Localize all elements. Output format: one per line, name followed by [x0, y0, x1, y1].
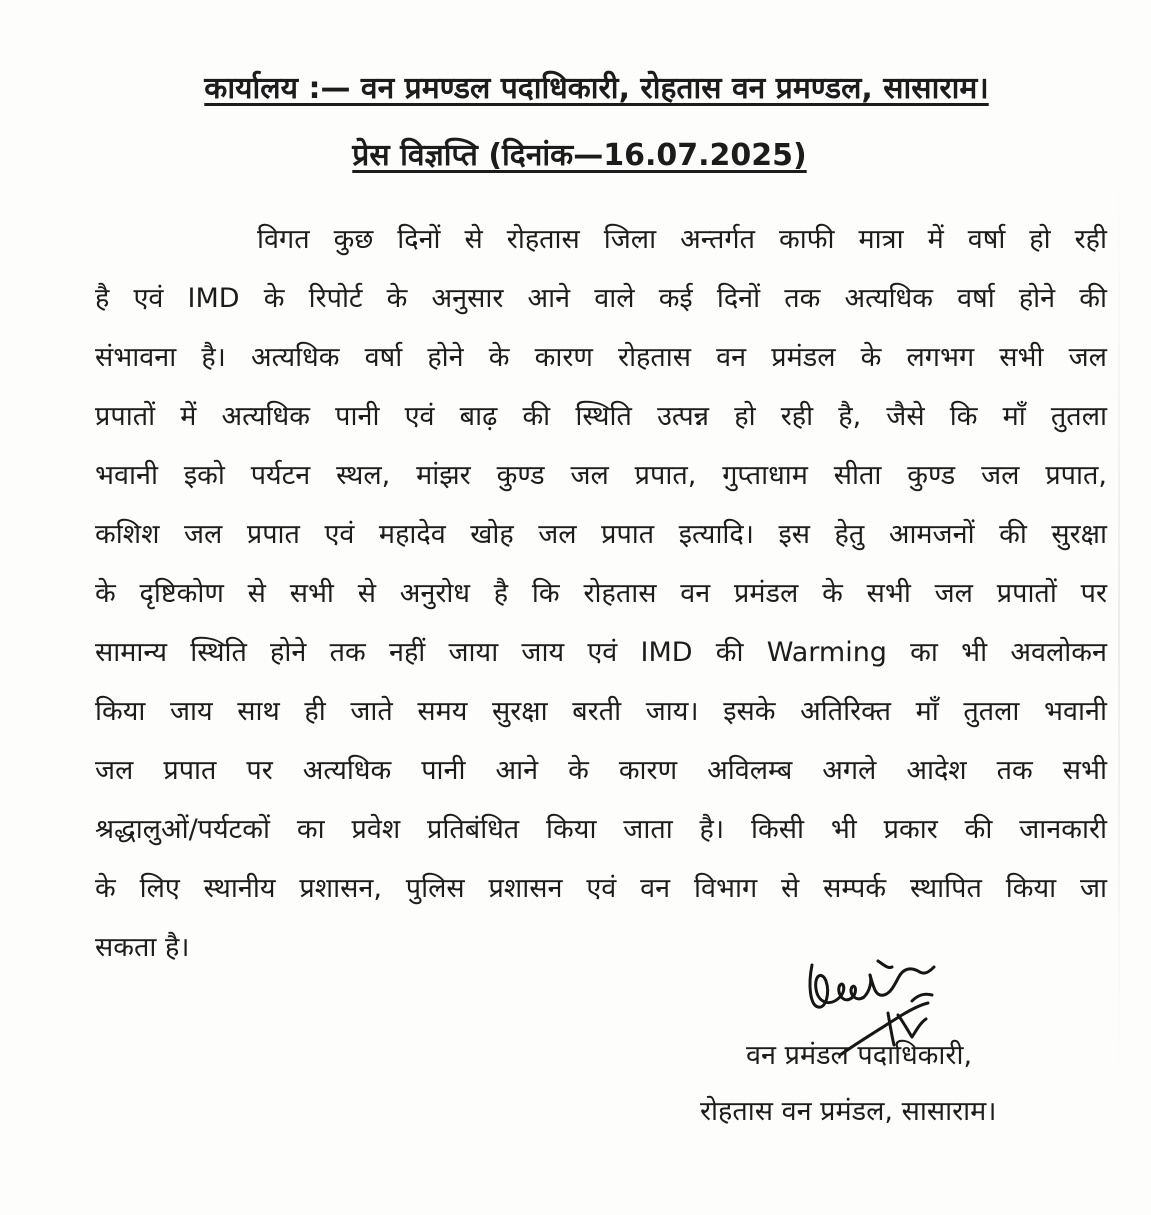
body-line: विगत कुछ दिनों से रोहतास जिला अन्तर्गत काफी मात्रा में वर्षा हो रही — [257, 224, 1107, 255]
body-line: श्रद्धालुओं/पर्यटकों का प्रवेश प्रतिबंधित किया जाता है। किसी भी प्रकार की जानकारी — [95, 814, 1107, 845]
press-release-body — [95, 210, 1107, 977]
body-line: किया जाय साथ ही जाते समय सुरक्षा बरती जाय। इसके अतिरिक्त माँ तुतला भवानी — [95, 696, 1107, 727]
body-line: के लिए स्थानीय प्रशासन, पुलिस प्रशासन एवं वन विभाग से सम्पर्क स्थापित किया जा — [95, 873, 1107, 904]
body-line: कशिश जल प्रपात एवं महादेव खोह जल प्रपात इत्यादि। इस हेतु आमजनों की सुरक्षा — [95, 519, 1107, 550]
body-line: भवानी इको पर्यटन स्थल, मांझर कुण्ड जल प्रपात, गुप्ताधाम सीता कुण्ड जल प्रपात, — [95, 460, 1107, 491]
body-line: जल प्रपात पर अत्यधिक पानी आने के कारण अविलम्ब अगले आदेश तक सभी — [95, 755, 1107, 786]
body-line: के दृष्टिकोण से सभी से अनुरोध है कि रोहतास वन प्रमंडल के सभी जल प्रपातों पर — [95, 578, 1107, 609]
signatory-designation: वन प्रमंडल पदाधिकारी, — [746, 1040, 973, 1071]
body-line: संभावना है। अत्यधिक वर्षा होने के कारण रोहतास वन प्रमंडल के लगभग सभी जल — [95, 342, 1107, 373]
body-line: प्रपातों में अत्यधिक पानी एवं बाढ़ की स्थिति उत्पन्न हो रही है, जैसे कि माँ तुतला — [95, 401, 1107, 432]
signatory-office: रोहतास वन प्रमंडल, सासाराम। — [700, 1096, 997, 1127]
body-line: है एवं IMD के रिपोर्ट के अनुसार आने वाले कई दिनों तक अत्यधिक वर्षा होने की — [95, 283, 1107, 314]
body-line: सामान्य स्थिति होने तक नहीं जाया जाय एवं IMD की Warming का भी अवलोकन — [95, 637, 1107, 668]
signatory-block — [700, 1028, 1120, 1140]
press-release-title: प्रेस विज्ञप्ति (दिनांक—16.07.2025) — [352, 138, 807, 173]
body-line: सकता है। — [95, 932, 190, 963]
paper-fold-shadow — [1118, 180, 1120, 1080]
office-heading: कार्यालय :— वन प्रमण्डल पदाधिकारी, रोहतास वन प्रमण्डल, सासाराम। — [204, 71, 989, 106]
